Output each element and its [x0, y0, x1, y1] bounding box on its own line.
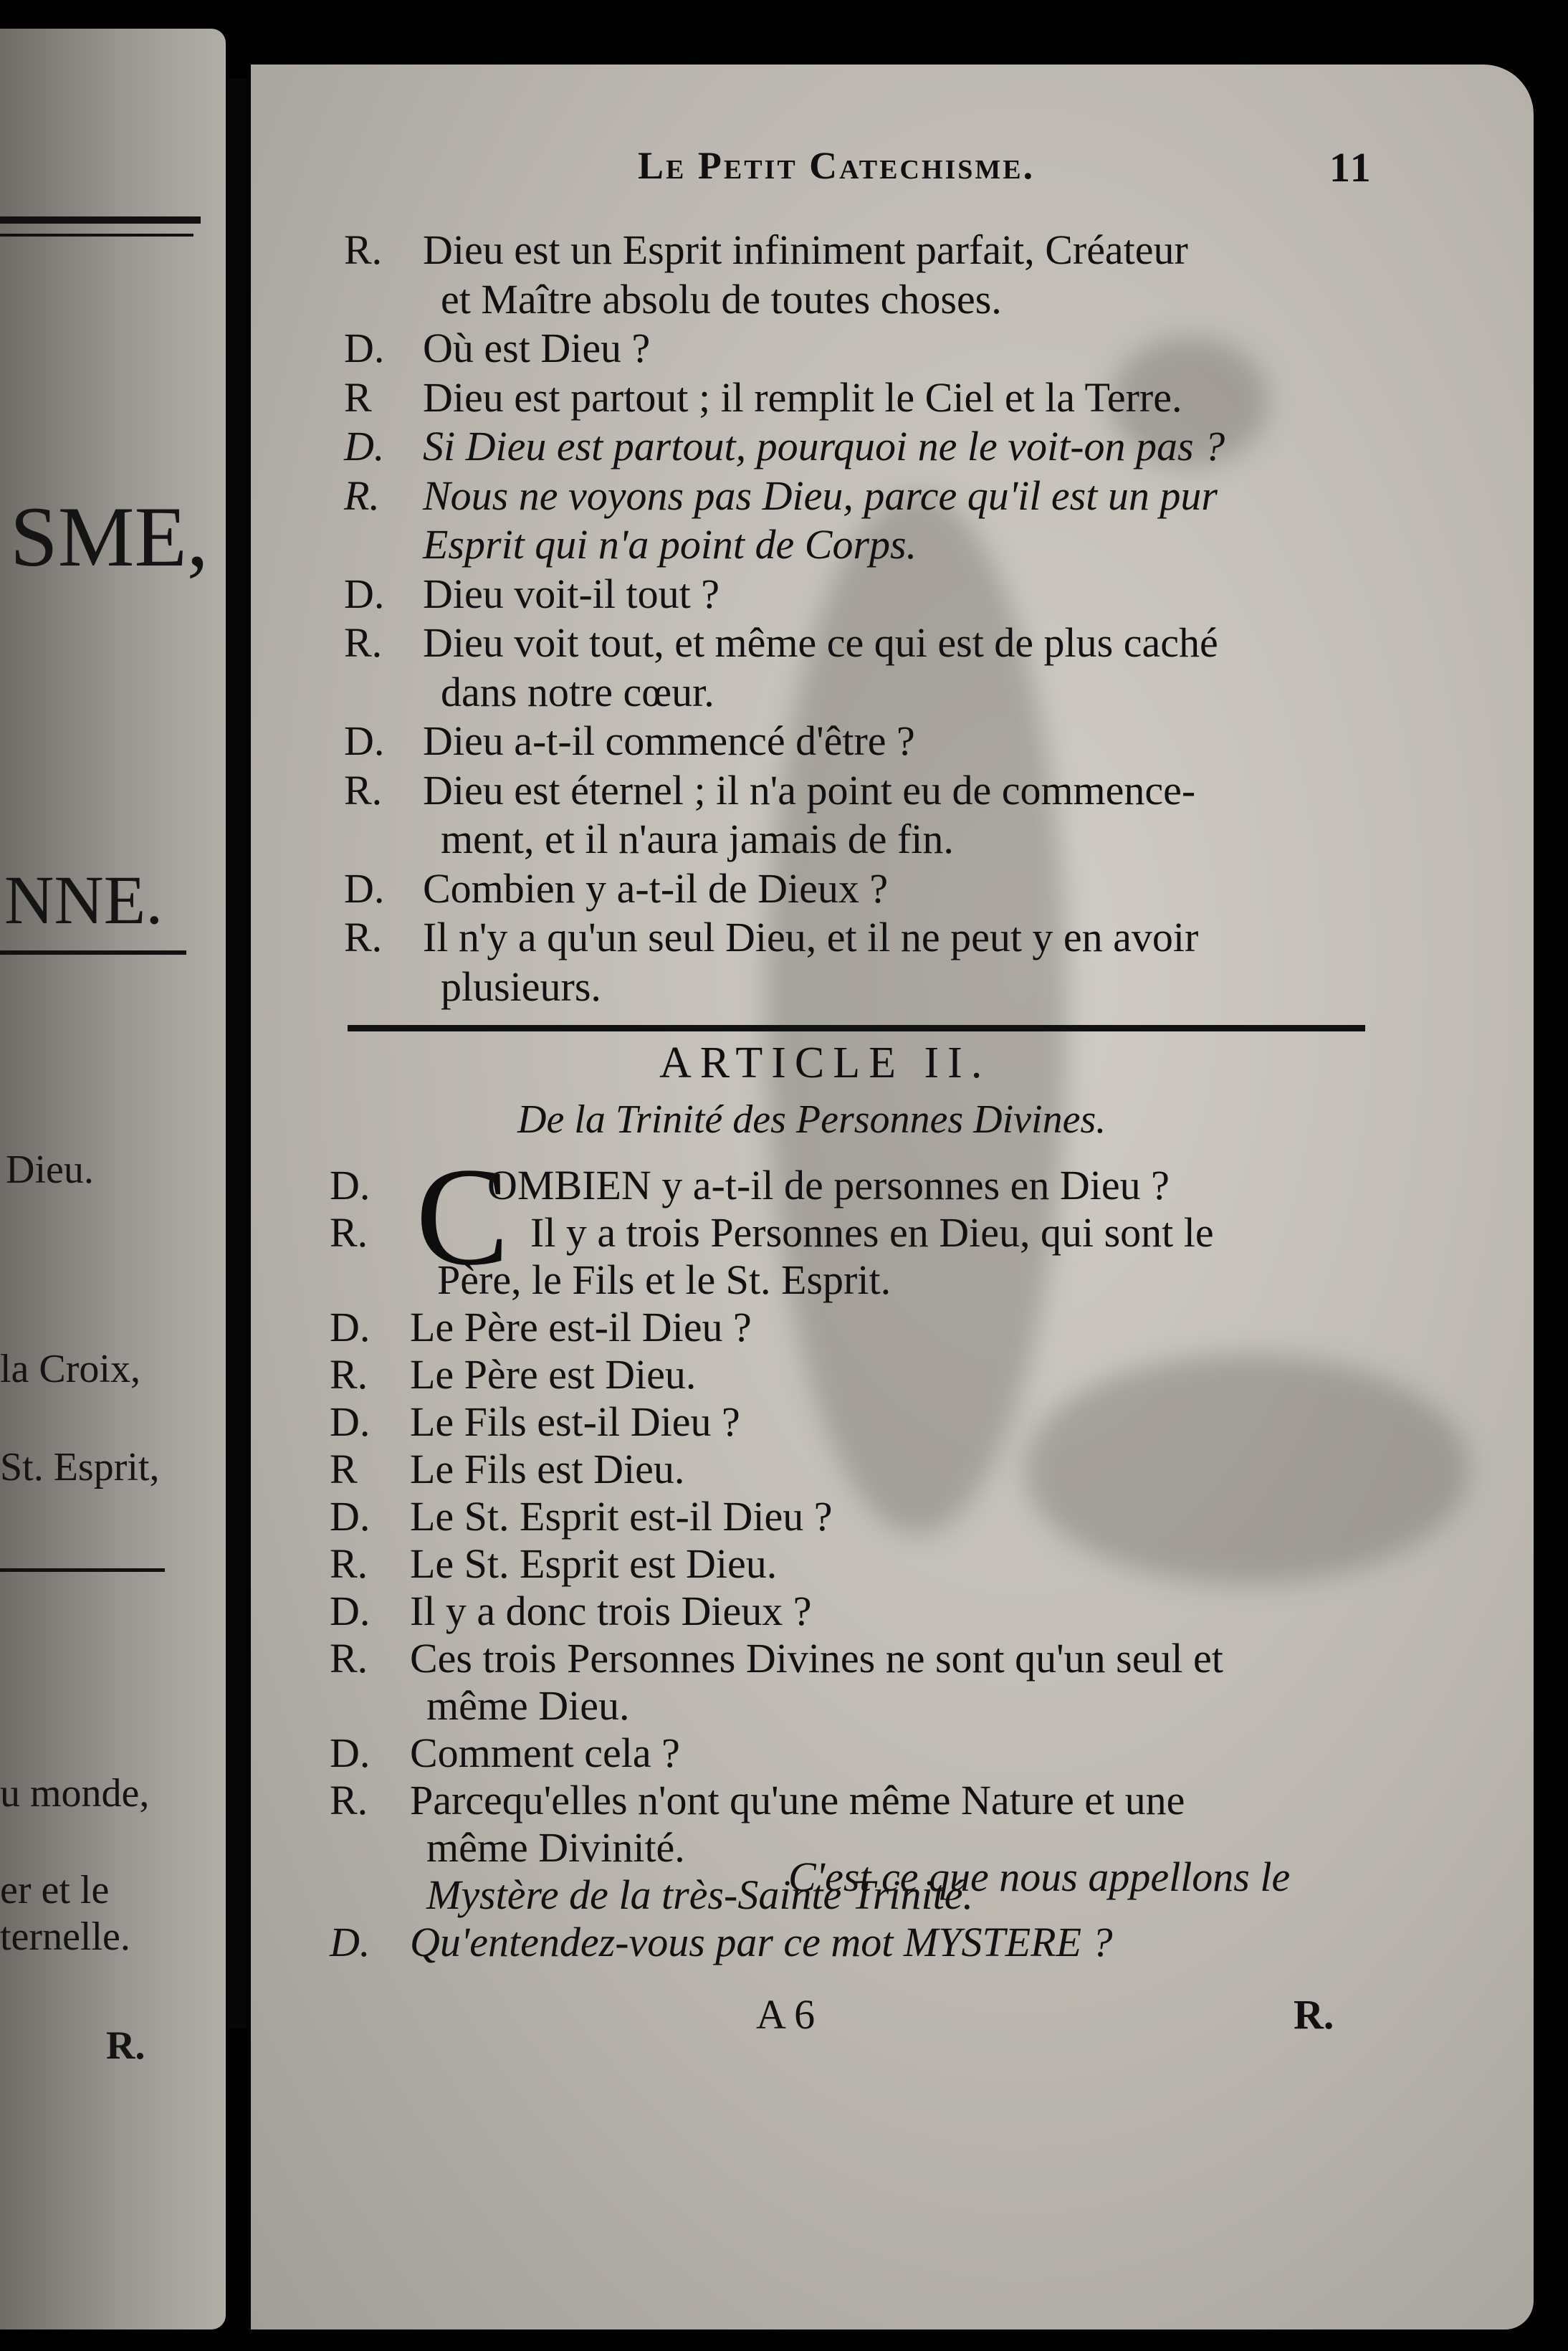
speaker-label: D. — [330, 1304, 371, 1350]
speaker-label: D. — [344, 423, 385, 469]
signature-mark: A 6 — [756, 1991, 816, 2038]
speaker-label: R. — [330, 1635, 368, 1682]
italic-phrase: C'est ce que nous appellons le — [788, 1854, 1291, 1900]
line-text: Qu'entendez-vous par ce mot MYSTERE ? — [410, 1919, 1113, 1965]
speaker-label: R. — [330, 1209, 368, 1256]
line-text: Ces trois Personnes Divines ne sont qu'un seul et — [410, 1635, 1223, 1682]
left-fragment-5: St. Esprit, — [0, 1445, 160, 1489]
water-stain — [1025, 1355, 1469, 1584]
book-page — [251, 65, 1534, 2329]
line-text: Dieu est éternel ; il n'a point eu de commence- — [423, 766, 1196, 814]
line-text: Le Fils est-il Dieu ? — [410, 1398, 740, 1445]
left-rule-top — [0, 216, 201, 224]
line-text: Mystère de la très-Sainte Trinité. — [426, 1871, 974, 1918]
left-fragment-4: la Croix, — [0, 1347, 140, 1391]
speaker-label: R. — [344, 914, 383, 960]
speaker-label: D. — [330, 1398, 371, 1445]
drop-cap: C — [416, 1139, 510, 1294]
speaker-label: R — [330, 1446, 358, 1492]
catchword: R. — [1294, 1991, 1334, 2038]
line-text: plusieurs. — [441, 963, 601, 1010]
left-rule-top-2 — [0, 234, 193, 237]
speaker-label: D. — [330, 1919, 371, 1965]
speaker-label: D. — [344, 325, 385, 371]
speaker-label: R. — [344, 472, 380, 519]
line-text: Comment cela ? — [410, 1730, 680, 1776]
article-subtitle: De la Trinité des Personnes Divines. — [517, 1097, 1106, 1142]
line-text: Dieu est partout ; il remplit le Ciel et la Terre. — [423, 373, 1182, 421]
line-text: Il n'y a qu'un seul Dieu, et il ne peut y en avoir — [423, 914, 1199, 960]
line-text: Le St. Esprit est-il Dieu ? — [410, 1493, 833, 1540]
left-rule-mid — [0, 950, 186, 955]
left-fragment-1: SME, — [10, 489, 209, 584]
line-text: Père, le Fils et le St. Esprit. — [437, 1256, 891, 1303]
line-text: même Dieu. — [426, 1682, 630, 1729]
left-facing-page — [0, 29, 226, 2329]
speaker-label: R. — [330, 1351, 368, 1398]
left-rule-low — [0, 1568, 165, 1572]
book-spine — [228, 79, 247, 2028]
line-text: et Maître absolu de toutes choses. — [441, 275, 1002, 323]
speaker-label: R. — [330, 1540, 368, 1587]
speaker-label: D. — [344, 864, 385, 912]
line-text: Le Père est-il Dieu ? — [410, 1304, 752, 1350]
line-text: même Divinité. — [426, 1824, 685, 1871]
line-text: OMBIEN y a-t-il de personnes en Dieu ? — [487, 1162, 1170, 1208]
line-text: Il y a donc trois Dieux ? — [410, 1588, 812, 1634]
left-fragment-3: Dieu. — [6, 1148, 94, 1192]
line-text: Dieu voit-il tout ? — [423, 570, 720, 617]
left-fragment-8: ternelle. — [0, 1914, 130, 1959]
line-text: dans notre cœur. — [441, 668, 714, 715]
line-text: Le Fils est Dieu. — [410, 1446, 685, 1492]
line-text: Nous ne voyons pas Dieu, parce qu'il est un pur — [423, 472, 1218, 519]
line-text: Où est Dieu ? — [423, 325, 651, 371]
page-number: 11 — [1329, 144, 1373, 191]
left-fragment-6: u monde, — [0, 1771, 150, 1816]
section-rule — [348, 1025, 1365, 1031]
speaker-label: R. — [344, 619, 383, 666]
line-text: Parcequ'elles n'ont qu'une même Nature et une — [410, 1777, 1185, 1823]
speaker-label: D. — [330, 1493, 371, 1540]
line-text: Esprit qui n'a point de Corps. — [423, 521, 917, 568]
speaker-label: D. — [330, 1730, 371, 1776]
speaker-label: R — [344, 373, 372, 421]
running-title: Le Petit Catechisme. — [638, 144, 1036, 187]
line-text: Combien y a-t-il de Dieux ? — [423, 864, 889, 912]
speaker-label: D. — [330, 1588, 371, 1634]
speaker-label: R. — [344, 766, 383, 814]
line-text: Le St. Esprit est Dieu. — [410, 1540, 778, 1587]
speaker-label: R. — [330, 1777, 368, 1823]
speaker-label: D. — [344, 717, 385, 764]
speaker-label: D. — [330, 1162, 371, 1208]
line-text: Il y a trois Personnes en Dieu, qui sont le — [530, 1209, 1214, 1256]
line-text: Dieu voit tout, et même ce qui est de plus caché — [423, 619, 1218, 666]
line-text: ment, et il n'aura jamais de fin. — [441, 816, 954, 862]
article-title: ARTICLE II. — [659, 1039, 991, 1087]
line-text: Dieu est un Esprit infiniment parfait, Créateur — [423, 226, 1188, 273]
line-text: Dieu a-t-il commencé d'être ? — [423, 717, 915, 764]
speaker-label: R. — [344, 226, 383, 273]
left-fragment-9: R. — [106, 2023, 145, 2068]
left-fragment-2: NNE. — [4, 862, 163, 938]
speaker-label: D. — [344, 570, 385, 617]
line-text: Si Dieu est partout, pourquoi ne le voit-on pas ? — [423, 423, 1225, 469]
left-fragment-7: er et le — [0, 1868, 110, 1912]
line-text: Le Père est Dieu. — [410, 1351, 697, 1398]
